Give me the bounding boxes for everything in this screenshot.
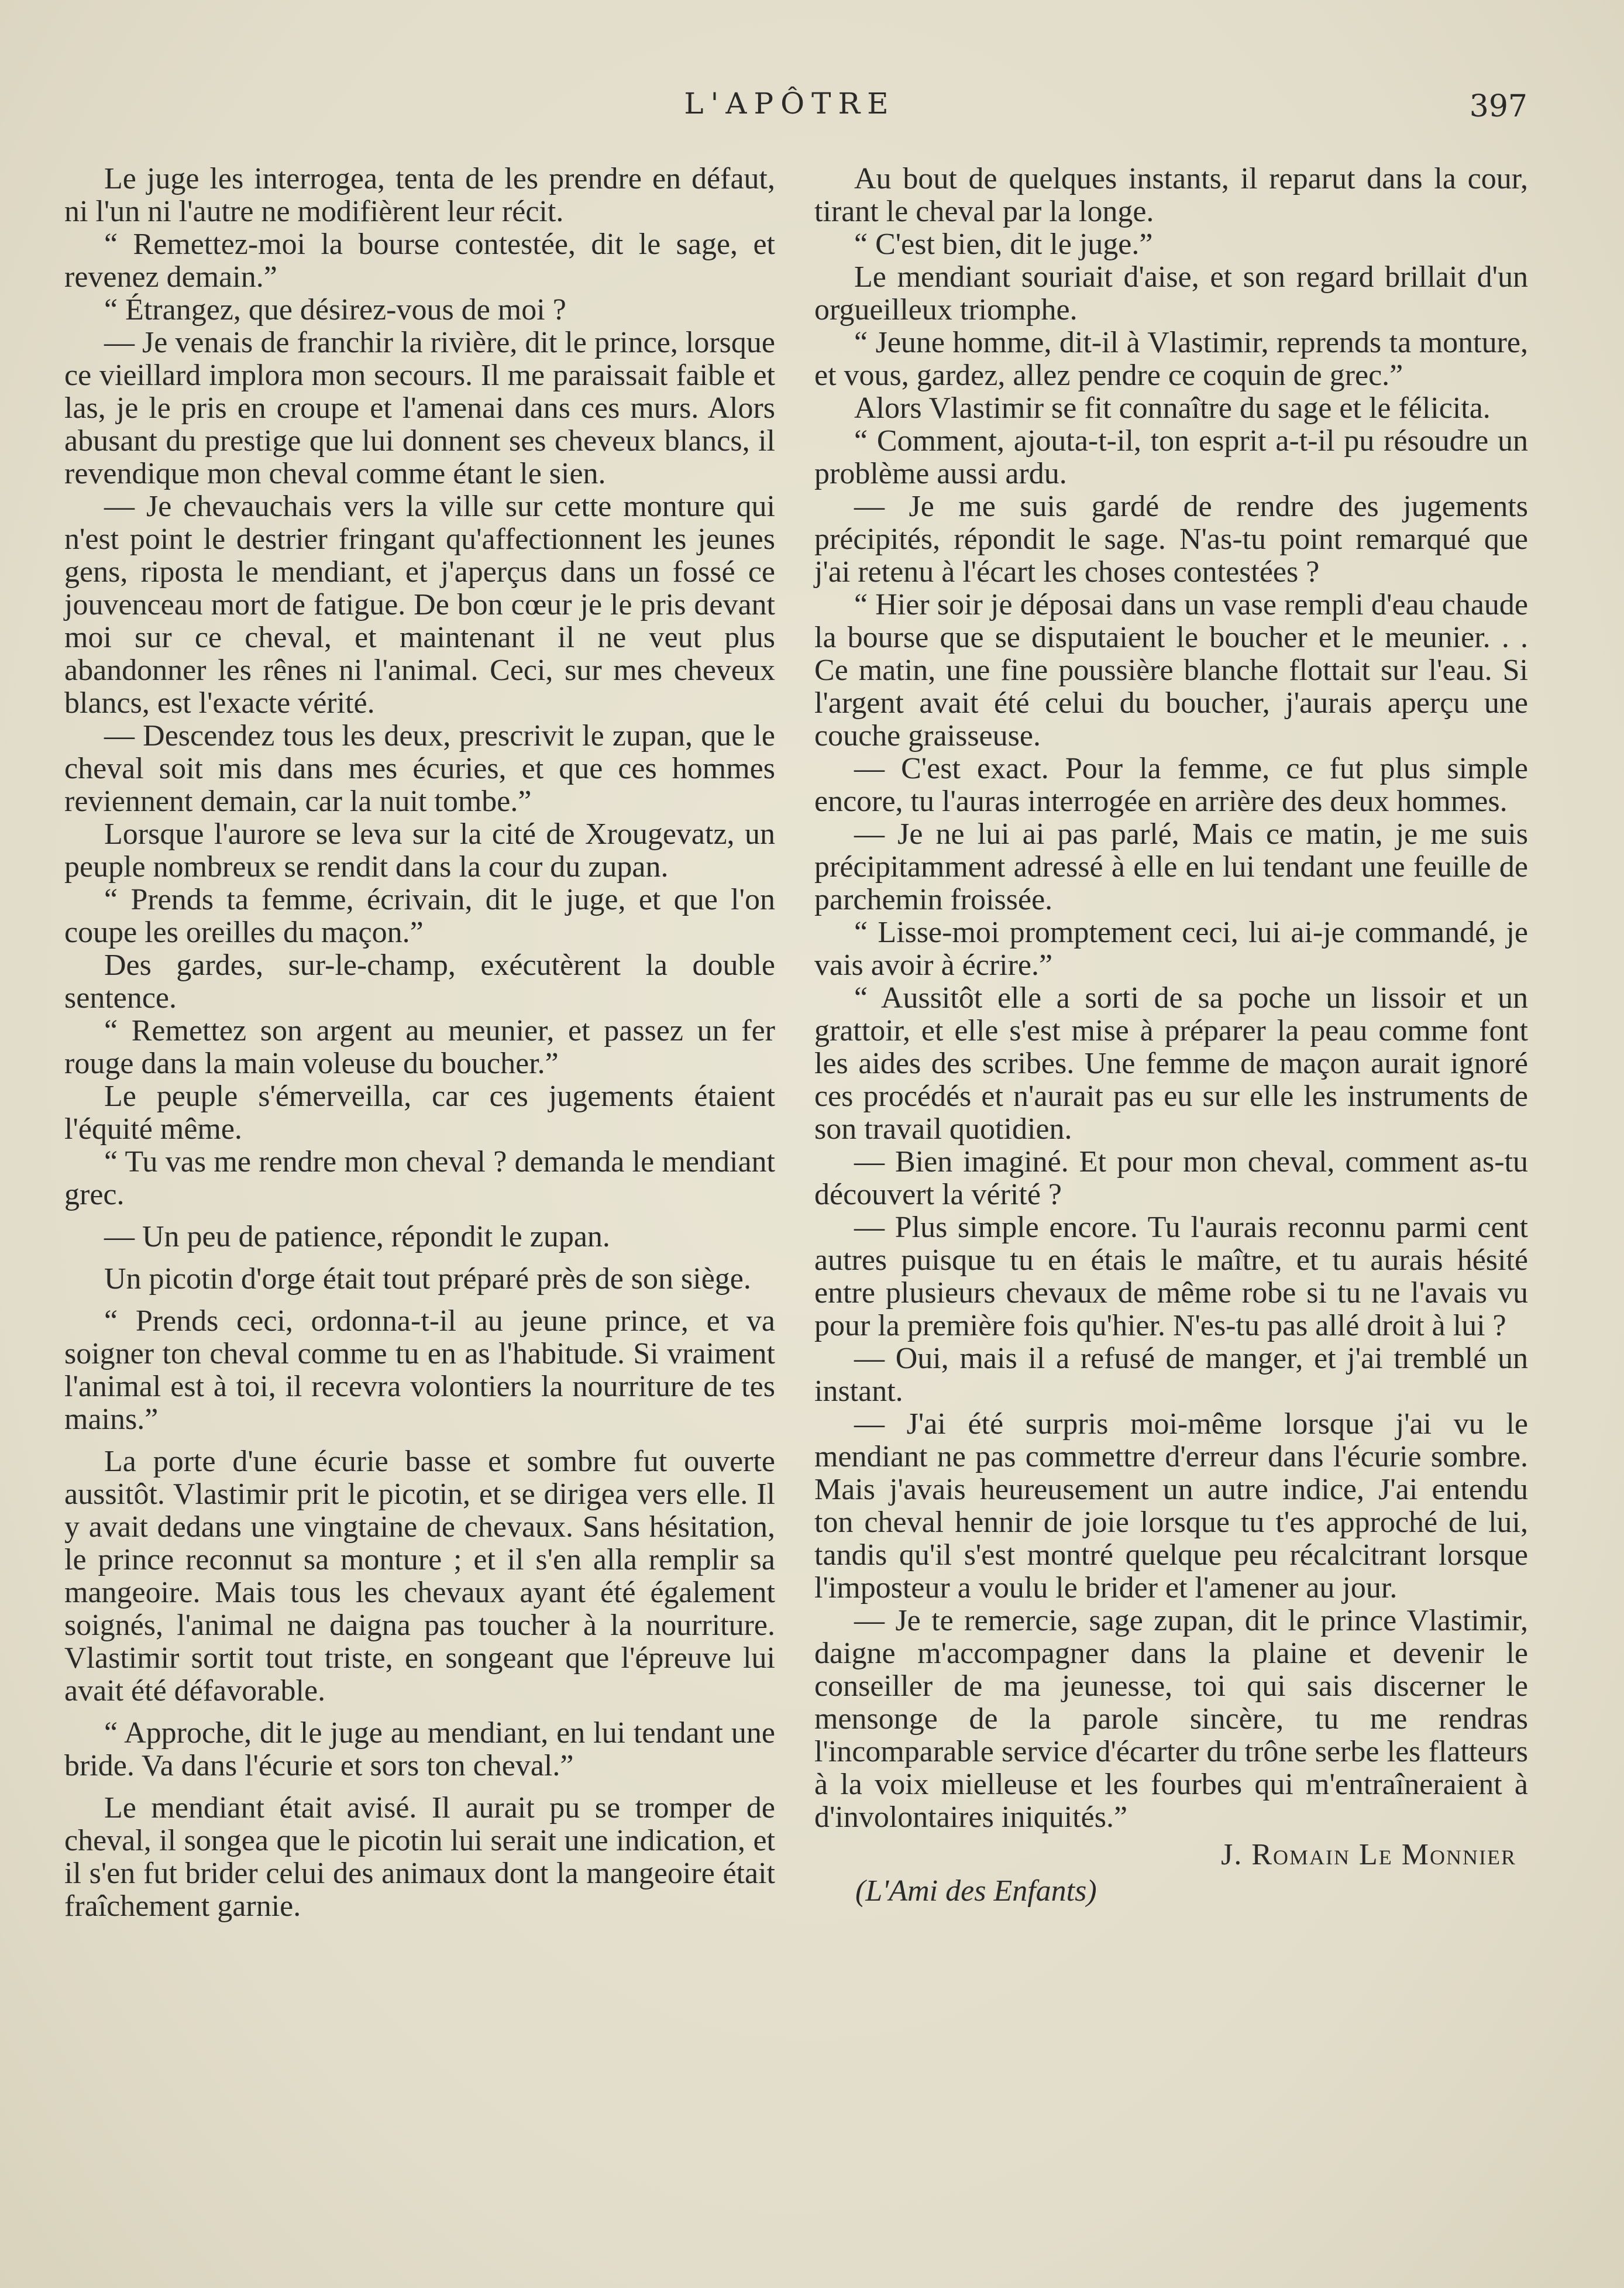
paragraph: Le juge les interrogea, tenta de les prendre en défaut, ni l'un ni l'autre ne modifièrent leur récit.: [64, 162, 775, 228]
paragraph: “ Prends ceci, ordonna-t-il au jeune prince, et va soigner ton cheval comme tu en as l'habitude. Si vraiment l'animal est à toi, il recevra volontiers la nourriture de tes mains.”: [64, 1304, 775, 1436]
paragraph: — Je me suis gardé de rendre des jugements précipités, répondit le sage. N'as-tu point remarqué que j'ai retenu à l'écart les choses contestées ?: [814, 490, 1528, 589]
paragraph: “ Hier soir je déposai dans un vase rempli d'eau chaude la bourse que se disputaient le boucher et le meunier. . . Ce matin, une fine poussière blanche flottait sur l'eau. Si l'argent avait été celui du boucher, j'aurais aperçu une couche graisseuse.: [814, 588, 1528, 753]
paragraph: — J'ai été surpris moi-même lorsque j'ai vu le mendiant ne pas commettre d'erreur dans l'écurie sombre. Mais j'avais heureusement un autre indice, J'ai entendu ton cheval hennir de joie lorsque tu t'es approché de lui, tandis qu'il s'est montré quelque peu récalcitrant lorsque l'imposteur a voulu le brider et l'amener au jour.: [814, 1407, 1528, 1605]
paragraph: Le mendiant était avisé. Il aurait pu se tromper de cheval, il songea que le picotin lui serait une indication, et il s'en fut brider celui des animaux dont la mangeoire était fraîchement garnie.: [64, 1791, 775, 1923]
paragraph: — C'est exact. Pour la femme, ce fut plus simple encore, tu l'auras interrogée en arrière des deux hommes.: [814, 752, 1528, 818]
paragraph: — Je venais de franchir la rivière, dit le prince, lorsque ce vieillard implora mon secours. Il me paraissait faible et las, je le pris en croupe et l'amenai dans ces murs. Alors abusant du prestige que lui donnent ses cheveux blancs, il revendique mon cheval comme étant le sien.: [64, 326, 775, 490]
paragraph: “ Aussitôt elle a sorti de sa poche un lissoir et un grattoir, et elle s'est mise à préparer la peau comme font les aides des scribes. Une femme de maçon aurait ignoré ces procédés et n'aurait pas eu sur elle les instruments de son travail quotidien.: [814, 981, 1528, 1146]
paragraph: “ C'est bien, dit le juge.”: [854, 228, 1153, 261]
paragraph: — Oui, mais il a refusé de manger, et j'ai tremblé un instant.: [814, 1342, 1528, 1408]
author-signature: [814, 1839, 1528, 1871]
paragraph: — Un peu de patience, répondit le zupan.: [104, 1220, 610, 1253]
page-number: 397: [1469, 89, 1527, 124]
paragraph: — Je te remercie, sage zupan, dit le prince Vlastimir, daigne m'accompagner dans la plaine et devenir le conseiller de ma jeunesse, toi qui sais discerner le mensonge de la parole sincère, tu me rendras l'incomparable service d'écarter du trône serbe les flatteurs à la voix mielleuse et les fourbes qui m'entraîneraient à d'involontaires iniquités.”: [814, 1604, 1528, 1834]
paragraph: “ Étrangez, que désirez-vous de moi ?: [104, 293, 566, 327]
left-column: [64, 163, 775, 1923]
paragraph: — Descendez tous les deux, prescrivit le zupan, que le cheval soit mis dans mes écuries, et que ces hommes reviennent demain, car la nuit tombe.”: [64, 719, 775, 818]
paragraph: “ Tu vas me rendre mon cheval ? demanda le mendiant grec.: [64, 1145, 775, 1211]
paragraph: — Je chevauchais vers la ville sur cette monture qui n'est point le destrier fringant qu'affectionnent les jeunes gens, riposta le mendiant, et j'aperçus dans un fossé ce jouvenceau mort de fatigue. De bon cœur je le pris devant moi sur ce cheval, et maintenant il ne veut plus abandonner les rênes ni l'animal. Ceci, sur mes cheveux blancs, est l'exacte vérité.: [64, 490, 775, 720]
paragraph: — Plus simple encore. Tu l'aurais reconnu parmi cent autres puisque tu en étais le maître, et tu aurais hésité entre plusieurs chevaux de même robe si tu ne l'avais vu pour la première fois qu'hier. N'es-tu pas allé droit à lui ?: [814, 1211, 1528, 1342]
paragraph: — Je ne lui ai pas parlé, Mais ce matin, je me suis précipitamment adressé à elle en lui tendant une feuille de parchemin froissée.: [814, 817, 1528, 916]
author-name: J. Romain Le Monnier: [1221, 1838, 1516, 1871]
paragraph: Au bout de quelques instants, il reparut dans la cour, tirant le cheval par la longe.: [814, 162, 1528, 228]
paragraph: Alors Vlastimir se fit connaître du sage et le félicita.: [854, 391, 1491, 425]
paragraph: Lorsque l'aurore se leva sur la cité de Xrougevatz, un peuple nombreux se rendit dans la cour du zupan.: [64, 817, 775, 884]
paragraph: “ Comment, ajouta-t-il, ton esprit a-t-il pu résoudre un problème aussi ardu.: [814, 424, 1528, 490]
paragraph: Le peuple s'émerveilla, car ces jugements étaient l'équité même.: [64, 1080, 775, 1146]
paragraph: “ Remettez son argent au meunier, et passez un fer rouge dans la main voleuse du boucher.”: [64, 1014, 775, 1080]
source-citation: (L'Ami des Enfants): [855, 1874, 1097, 1908]
running-title: L'APÔTRE: [684, 87, 896, 121]
right-column: [814, 163, 1528, 1908]
paragraph: “ Remettez-moi la bourse contestée, dit le sage, et revenez demain.”: [64, 228, 775, 294]
paragraph: “ Prends ta femme, écrivain, dit le juge, et que l'on coupe les oreilles du maçon.”: [64, 883, 775, 949]
paragraph: Un picotin d'orge était tout préparé près de son siège.: [104, 1262, 751, 1296]
paragraph: — Bien imaginé. Et pour mon cheval, comment as-tu découvert la vérité ?: [814, 1145, 1528, 1211]
paragraph: “ Jeune homme, dit-il à Vlastimir, reprends ta monture, et vous, gardez, allez pendre ce coquin de grec.”: [814, 326, 1528, 392]
paragraph: “ Lisse-moi promptement ceci, lui ai-je commandé, je vais avoir à écrire.”: [814, 916, 1528, 982]
paragraph: Des gardes, sur-le-champ, exécutèrent la double sentence.: [64, 949, 775, 1015]
paragraph: Le mendiant souriait d'aise, et son regard brillait d'un orgueilleux triomphe.: [814, 260, 1528, 327]
paragraph: La porte d'une écurie basse et sombre fut ouverte aussitôt. Vlastimir prit le picotin, et se dirigea vers elle. Il y avait dedans une vingtaine de chevaux. Sans hésitation, le prince reconnut sa monture ; et il s'en alla remplir sa mangeoire. Mais tous les chevaux ayant été également soignés, l'animal ne daigna pas toucher à la nourriture. Vlastimir sortit tout triste, en songeant que l'épreuve lui avait été défavorable.: [64, 1445, 775, 1708]
paragraph: “ Approche, dit le juge au mendiant, en lui tendant une bride. Va dans l'écurie et sors ton cheval.”: [64, 1716, 775, 1782]
